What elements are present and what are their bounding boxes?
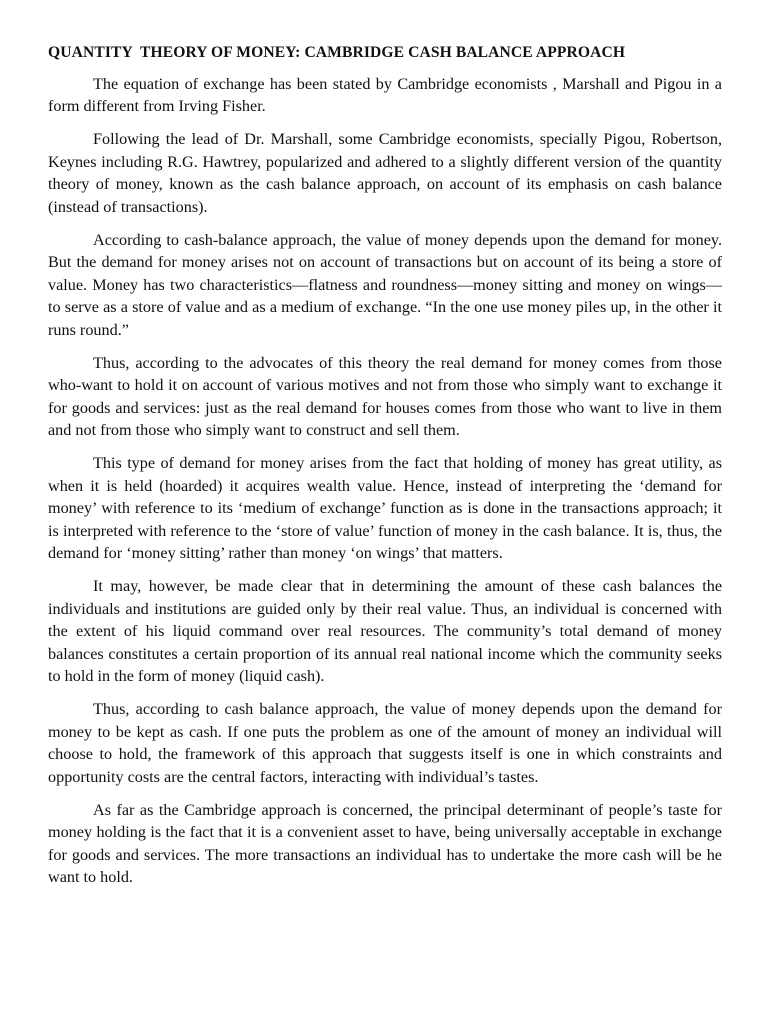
paragraph-3: According to cash-balance approach, the value of money depends upon the demand for money. But the demand for money arises not on account of transactions but on account of its being a store of value. Money has two characteristics—flatness and roundness—money sitting and money on wings— to serve as a store of value and as a medium of exchange. “In the one use money piles up, in the other it runs round.” [48,230,722,339]
paragraph-7: Thus, according to cash balance approach, the value of money depends upon the demand for money to be kept as cash. If one puts the problem as one of the amount of money an individual will choose to hold, the framework of this approach that suggests itself is one in which constraints and opportunity costs are the central factors, interacting with individual’s tastes. [48,700,722,786]
paragraph-2: Following the lead of Dr. Marshall, some Cambridge economists, specially Pigou, Robertson, Keynes including R.G. Hawtrey, popularized and adhered to a slightly different version of the quantity theory of money, known as the cash balance approach, on account of its emphasis on cash balance (instead of transactions). [48,130,722,216]
paragraph-8: As far as the Cambridge approach is concerned, the principal determinant of people’s taste for money holding is the fact that it is a convenient asset to have, being universally acceptable in exchange for goods and services. The more transactions an individual has to undertake the more cash will be he want to hold. [48,800,722,886]
paragraph-6: It may, however, be made clear that in determining the amount of these cash balances the individuals and institutions are guided only by their real value. Thus, an individual is concerned with the extent of his liquid command over real resources. The community’s total demand of money balances constitutes a certain proportion of its annual real national income which the community seeks to hold in the form of money (liquid cash). [48,577,722,685]
paragraph-1: The equation of exchange has been stated by Cambridge economists , Marshall and Pigou in a form different from Irving Fisher. [48,74,722,115]
paragraph-4: Thus, according to the advocates of this theory the real demand for money comes from those who-want to hold it on account of various motives and not from those who simply want to exchange it for goods and services: just as the real demand for houses comes from those who want to live in them and not from those who simply want to construct and sell them. [48,353,722,439]
document-page [48,42,722,899]
paragraph-5: This type of demand for money arises from the fact that holding of money has great utility, as when it is held (hoarded) it acquires wealth value. Hence, instead of interpreting the ‘demand for money’ with reference to its ‘medium of exchange’ function as is done in the transactions approach; it is interpreted with reference to the ‘store of value’ function of money in the cash balance. It is, thus, the demand for ‘money sitting’ rather than money ‘on wings’ that matters. [48,454,722,562]
page-title: QUANTITY THEORY OF MONEY: CAMBRIDGE CASH BALANCE APPROACH [48,44,626,61]
